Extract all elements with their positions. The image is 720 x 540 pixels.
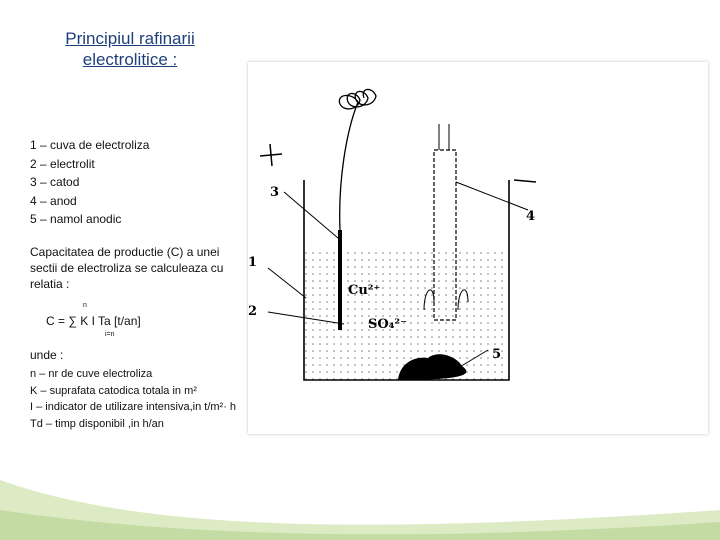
where-heading: unde : (30, 348, 64, 362)
formula-main: C = ∑ K I Ta [t/an] (46, 314, 141, 328)
cathode-plate (338, 230, 342, 330)
label-4: 4 (526, 209, 536, 224)
legend-item-vessel: 1 – cuva de electroliza (30, 138, 150, 152)
label-2: 2 (248, 304, 258, 319)
legend-item-anode: 4 – anod (30, 193, 77, 208)
slide-title: Principiul rafinarii electrolitice : (65, 29, 195, 69)
label-1: 1 (248, 255, 258, 270)
legend-item-cathode: 3 – catod (30, 175, 80, 189)
label-so4-ion: SO₄²⁻ (368, 317, 407, 332)
definition-i: I – indicator de utilizare intensiva,in t/m²· h (30, 401, 237, 413)
formula-lower-limit: i=n (105, 331, 115, 338)
definition-n: n – nr de cuve electroliza (30, 368, 153, 380)
definitions-list (30, 366, 240, 432)
definition-k: K – suprafata catodica totala in m² (30, 384, 197, 397)
electrolyte-fill (304, 248, 509, 380)
capacity-description: Capacitatea de productie (C) a unei sectii de electroliza se calculeaza cu relatia : (30, 245, 224, 291)
decorative-wave (0, 440, 720, 540)
legend-list (30, 136, 149, 229)
label-cu-ion: Cu²⁺ (348, 283, 381, 298)
label-3: 3 (270, 185, 280, 200)
legend-item-anode-mud: 5 – namol anodic (30, 212, 122, 226)
definition-td: Td – timp disponibil ,in h/an (30, 417, 164, 430)
legend-item-electrolyte: 2 – electrolit (30, 156, 95, 171)
electrolysis-diagram (248, 62, 708, 434)
cathode-wire-coil (339, 89, 376, 230)
formula-upper-limit: n (83, 302, 87, 309)
label-5: 5 (492, 347, 502, 362)
